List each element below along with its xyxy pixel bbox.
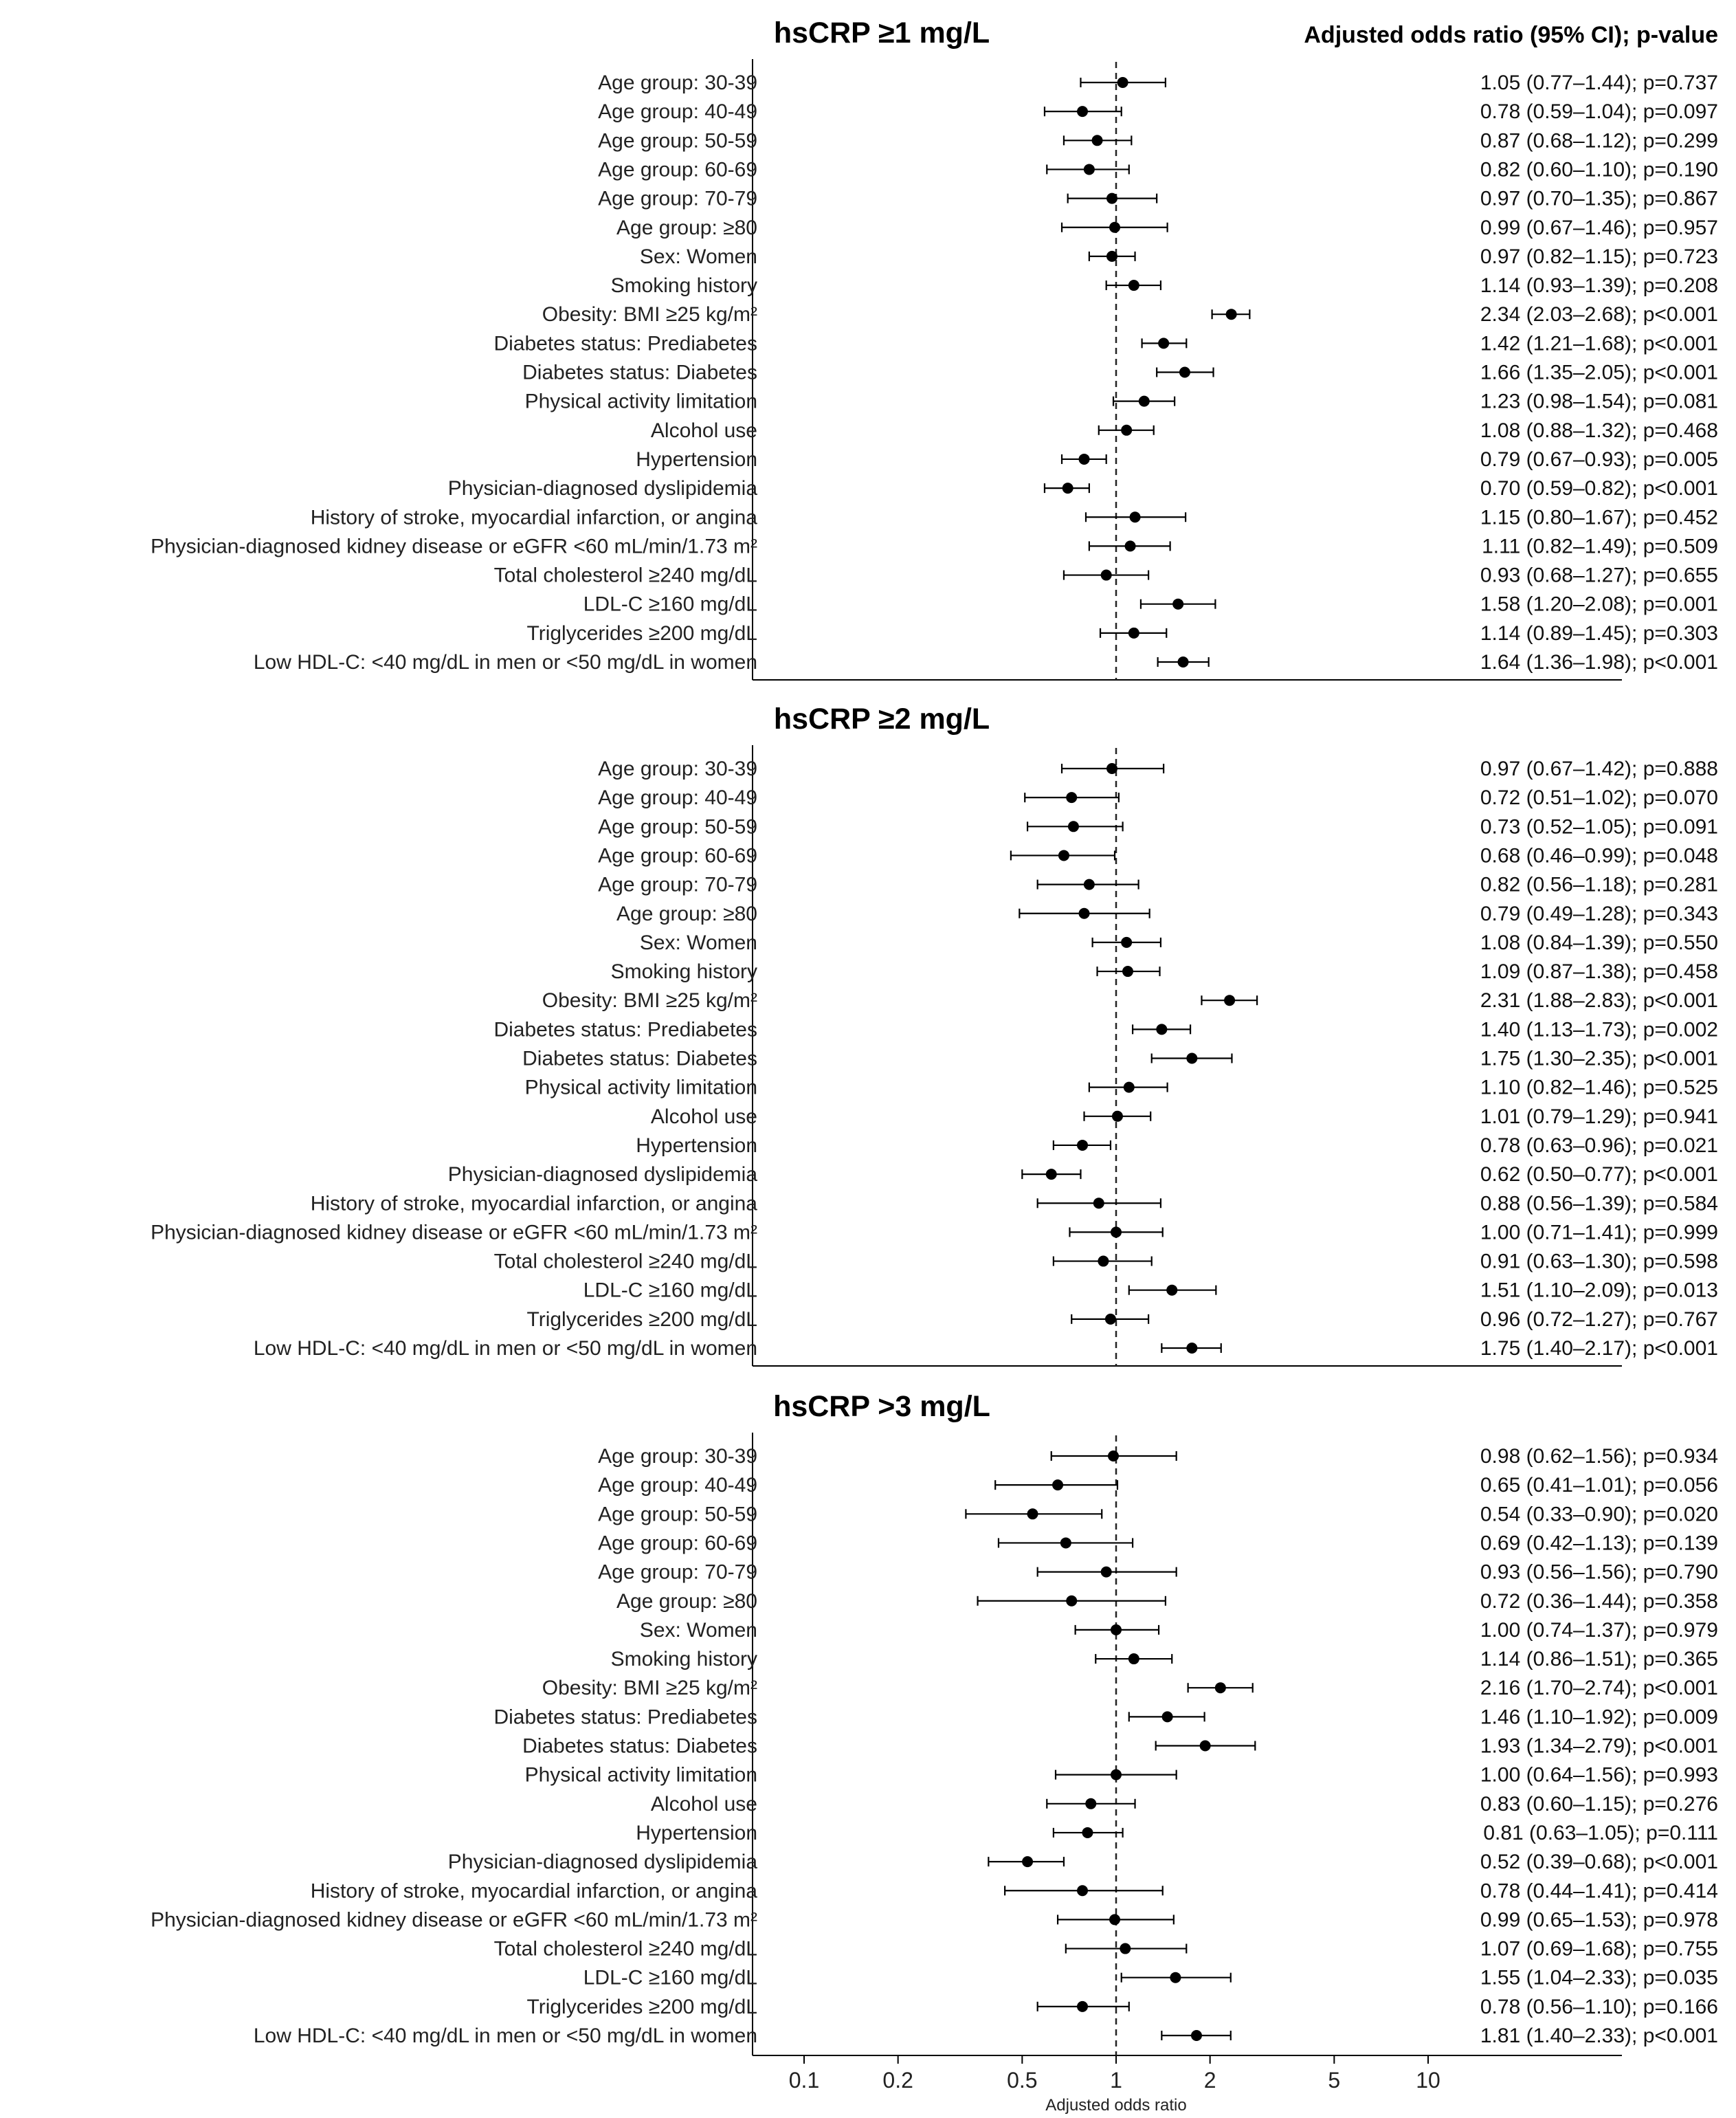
odds-ratio-point [1062, 483, 1073, 494]
forest-row [522, 362, 1718, 384]
value-label: 1.15 (0.80–1.67); p=0.452 [1480, 506, 1718, 529]
odds-ratio-point [1120, 1943, 1131, 1954]
odds-ratio-point [1082, 1827, 1093, 1838]
odds-ratio-point [1111, 1769, 1122, 1780]
row-label: Age group: 50-59 [598, 129, 757, 153]
value-label: 0.83 (0.60–1.15); p=0.276 [1480, 1792, 1718, 1816]
odds-ratio-point [1166, 1285, 1177, 1296]
value-label: 0.70 (0.59–0.82); p<0.001 [1480, 477, 1718, 500]
row-label: Alcohol use [650, 419, 757, 442]
odds-ratio-point [1077, 1885, 1088, 1896]
odds-ratio-point [1106, 193, 1117, 204]
row-label: Obesity: BMI ≥25 kg/m² [542, 303, 757, 327]
odds-ratio-point [1079, 454, 1090, 465]
value-label: 0.69 (0.42–1.13); p=0.139 [1480, 1532, 1718, 1555]
forest-row [598, 129, 1718, 152]
row-label: Hypertension [636, 1134, 757, 1157]
row-label: Total cholesterol ≥240 mg/dL [493, 1937, 757, 1961]
forest-row [651, 1105, 1718, 1128]
forest-row [583, 1967, 1718, 1989]
forest-row [616, 1590, 1718, 1613]
forest-row [522, 1048, 1718, 1070]
row-label: Diabetes status: Prediabetes [493, 332, 757, 355]
forest-row [598, 786, 1718, 809]
forest-row [598, 1445, 1718, 1468]
row-label: Smoking history [610, 274, 757, 298]
odds-ratio-point [1084, 879, 1095, 890]
odds-ratio-point [1111, 1226, 1122, 1237]
value-label: 1.01 (0.79–1.29); p=0.941 [1480, 1105, 1718, 1128]
value-label: 0.65 (0.41–1.01); p=0.056 [1480, 1474, 1718, 1497]
row-label: LDL-C ≥160 mg/dL [583, 1279, 757, 1302]
odds-ratio-point [1027, 1508, 1038, 1519]
row-label: Low HDL-C: <40 mg/dL in men or <50 mg/dL in women [253, 1337, 757, 1360]
row-label: Physician-diagnosed kidney disease or eGFR <60 mL/min/1.73 m² [151, 1908, 757, 1932]
row-label: History of stroke, myocardial infarction, or angina [310, 1879, 757, 1903]
row-label: LDL-C ≥160 mg/dL [583, 1966, 757, 1989]
odds-ratio-point [1179, 367, 1190, 378]
odds-ratio-point [1158, 338, 1169, 349]
row-label: Total cholesterol ≥240 mg/dL [493, 564, 757, 587]
odds-ratio-point [1191, 2030, 1202, 2041]
value-label: 0.97 (0.82–1.15); p=0.723 [1480, 245, 1718, 268]
row-label: History of stroke, myocardial infarction, or angina [310, 1192, 757, 1215]
row-label: Physical activity limitation [524, 390, 757, 413]
value-label: 1.09 (0.87–1.38); p=0.458 [1480, 960, 1718, 984]
row-label: History of stroke, myocardial infarction, or angina [310, 506, 757, 529]
row-label: Age group: 70-79 [598, 187, 757, 210]
value-label: 0.87 (0.68–1.12); p=0.299 [1480, 129, 1718, 153]
x-tick-label: 2 [1203, 2068, 1216, 2093]
value-label: 0.81 (0.63–1.05); p=0.111 [1483, 1821, 1718, 1844]
panel-3 [151, 1390, 1718, 2055]
forest-row [598, 188, 1718, 210]
row-label: Diabetes status: Prediabetes [493, 1706, 757, 1729]
value-label: 0.82 (0.56–1.18); p=0.281 [1480, 873, 1718, 896]
value-label: 1.93 (1.34–2.79); p<0.001 [1480, 1734, 1718, 1758]
odds-ratio-point [1046, 1169, 1057, 1180]
value-label: 2.34 (2.03–2.68); p<0.001 [1480, 303, 1718, 327]
value-label: 2.16 (1.70–2.74); p<0.001 [1480, 1677, 1718, 1700]
odds-ratio-point [1128, 628, 1139, 639]
row-label: Age group: ≥80 [616, 216, 757, 239]
panel-title: hsCRP >3 mg/L [773, 1390, 990, 1423]
value-label: 1.40 (1.13–1.73); p=0.002 [1480, 1018, 1718, 1041]
value-label: 0.79 (0.49–1.28); p=0.343 [1480, 902, 1718, 925]
forest-row [542, 1677, 1718, 1699]
value-label: 0.62 (0.50–0.77); p<0.001 [1480, 1163, 1718, 1187]
value-label: 1.14 (0.93–1.39); p=0.208 [1480, 274, 1718, 298]
value-label: 0.99 (0.65–1.53); p=0.978 [1480, 1908, 1718, 1932]
row-label: Age group: 60-69 [598, 1532, 757, 1555]
row-label: Total cholesterol ≥240 mg/dL [493, 1250, 757, 1273]
forest-row [598, 815, 1718, 838]
value-label: 0.78 (0.56–1.10); p=0.166 [1480, 1995, 1718, 2018]
row-label: Sex: Women [639, 931, 757, 954]
odds-ratio-point [1112, 1111, 1123, 1122]
odds-ratio-point [1101, 1567, 1112, 1578]
odds-ratio-point [1085, 1798, 1096, 1809]
row-label: Age group: 70-79 [598, 1560, 757, 1584]
odds-ratio-point [1109, 222, 1120, 233]
odds-ratio-point [1121, 425, 1132, 436]
forest-row [598, 844, 1718, 867]
row-label: LDL-C ≥160 mg/dL [583, 593, 757, 616]
odds-ratio-point [1172, 599, 1183, 610]
odds-ratio-point [1106, 251, 1117, 262]
row-label: Physical activity limitation [524, 1076, 757, 1099]
row-label: Triglycerides ≥200 mg/dL [526, 1995, 757, 2018]
value-label: 0.97 (0.67–1.42); p=0.888 [1480, 758, 1718, 780]
forest-row [640, 931, 1718, 954]
forest-row [254, 651, 1718, 674]
row-label: Diabetes status: Diabetes [522, 1047, 757, 1070]
value-label: 0.88 (0.56–1.39); p=0.584 [1480, 1192, 1718, 1215]
forest-row [151, 535, 1718, 558]
forest-row [611, 1648, 1718, 1670]
odds-ratio-point [1124, 1082, 1135, 1093]
row-label: Age group: ≥80 [616, 902, 757, 925]
value-label: 0.78 (0.44–1.41); p=0.414 [1480, 1879, 1718, 1903]
odds-ratio-point [1117, 77, 1128, 88]
value-label: 1.00 (0.74–1.37); p=0.979 [1480, 1618, 1718, 1642]
forest-row [611, 960, 1718, 983]
forest-row [493, 1018, 1718, 1041]
value-label: 1.14 (0.86–1.51); p=0.365 [1480, 1648, 1718, 1671]
row-label: Physical activity limitation [524, 1763, 757, 1787]
row-label: Age group: 40-49 [598, 786, 757, 810]
row-label: Age group: 70-79 [598, 873, 757, 896]
forest-row [636, 448, 1718, 471]
value-label: 1.46 (1.10–1.92); p=0.009 [1480, 1706, 1718, 1729]
value-label: 0.99 (0.67–1.46); p=0.957 [1480, 216, 1718, 239]
row-label: Age group: 60-69 [598, 844, 757, 868]
forest-row [651, 1793, 1718, 1816]
value-label: 1.55 (1.04–2.33); p=0.035 [1480, 1966, 1718, 1989]
odds-ratio-point [1226, 309, 1237, 320]
row-label: Low HDL-C: <40 mg/dL in men or <50 mg/dL in women [253, 651, 757, 674]
x-axis-label: Adjusted odds ratio [1045, 2096, 1187, 2115]
value-label: 1.00 (0.64–1.56); p=0.993 [1480, 1763, 1718, 1787]
row-label: Sex: Women [639, 1618, 757, 1642]
odds-ratio-point [1162, 1711, 1173, 1722]
row-label: Physician-diagnosed kidney disease or eGFR <60 mL/min/1.73 m² [151, 535, 757, 558]
row-label: Age group: ≥80 [616, 1589, 757, 1613]
forest-row [542, 303, 1718, 326]
value-label: 0.93 (0.56–1.56); p=0.790 [1480, 1560, 1718, 1584]
forest-row [616, 217, 1718, 239]
forest-row [598, 1474, 1718, 1497]
row-label: Diabetes status: Diabetes [522, 361, 757, 384]
odds-ratio-point [1109, 1914, 1120, 1925]
value-label: 1.58 (1.20–2.08); p=0.001 [1480, 593, 1718, 616]
odds-ratio-point [1066, 1596, 1077, 1607]
row-label: Age group: 30-39 [598, 71, 757, 94]
row-label: Low HDL-C: <40 mg/dL in men or <50 mg/dL in women [253, 2025, 757, 2047]
row-label: Age group: 50-59 [598, 1503, 757, 1526]
row-label: Age group: 30-39 [598, 758, 757, 780]
forest-row [598, 1532, 1718, 1554]
forest-row [151, 1221, 1718, 1244]
forest-row [494, 1250, 1718, 1273]
value-label: 0.73 (0.52–1.05); p=0.091 [1480, 815, 1718, 839]
forest-row [583, 1279, 1718, 1302]
forest-row [583, 593, 1718, 616]
value-label: 1.07 (0.69–1.68); p=0.755 [1480, 1937, 1718, 1961]
forest-row [525, 1077, 1718, 1099]
forest-row [598, 874, 1718, 896]
odds-ratio-point [1215, 1682, 1226, 1693]
row-label: Smoking history [610, 960, 757, 984]
forest-row [527, 622, 1719, 645]
forest-row [151, 1908, 1718, 1931]
value-label: 0.78 (0.59–1.04); p=0.097 [1480, 100, 1718, 124]
odds-ratio-point [1111, 1624, 1122, 1635]
forest-row [527, 1308, 1719, 1331]
panel-title: hsCRP ≥1 mg/L [773, 16, 990, 49]
x-tick-label: 5 [1328, 2068, 1341, 2093]
forest-row [651, 419, 1718, 442]
forest-row [254, 2025, 1718, 2047]
forest-plot-panels [151, 16, 1718, 2055]
forest-row [525, 1764, 1718, 1787]
row-label: Age group: 30-39 [598, 1445, 757, 1468]
odds-ratio-point [1022, 1856, 1033, 1867]
forest-row [598, 71, 1718, 94]
value-label: 1.10 (0.82–1.46); p=0.525 [1480, 1076, 1718, 1099]
row-label: Physician-diagnosed dyslipidemia [447, 477, 757, 500]
row-label: Hypertension [636, 1821, 757, 1844]
value-label: 0.68 (0.46–0.99); p=0.048 [1480, 844, 1718, 868]
forest-row [494, 1938, 1718, 1961]
x-tick-label: 0.1 [788, 2068, 820, 2093]
forest-row [527, 1996, 1719, 2018]
row-label: Alcohol use [650, 1792, 757, 1816]
row-label: Age group: 50-59 [598, 815, 757, 839]
odds-ratio-point [1092, 135, 1103, 146]
odds-ratio-point [1077, 1140, 1088, 1151]
value-label: 1.14 (0.89–1.45); p=0.303 [1480, 621, 1718, 645]
row-label: Physician-diagnosed dyslipidemia [447, 1163, 757, 1187]
row-label: Age group: 40-49 [598, 100, 757, 124]
forest-row [598, 758, 1718, 780]
value-label: 0.96 (0.72–1.27); p=0.767 [1480, 1308, 1718, 1331]
value-label: 0.98 (0.62–1.56); p=0.934 [1480, 1445, 1718, 1468]
x-tick-label: 0.5 [1007, 2068, 1038, 2093]
value-label: 0.72 (0.51–1.02); p=0.070 [1480, 786, 1718, 810]
odds-ratio-point [1060, 1537, 1071, 1548]
odds-ratio-point [1058, 850, 1069, 861]
value-label: 1.66 (1.35–2.05); p<0.001 [1480, 361, 1718, 384]
odds-ratio-point [1068, 821, 1079, 832]
x-axis [789, 2055, 1440, 2115]
forest-row [640, 1619, 1718, 1642]
forest-row [311, 506, 1718, 529]
forest-row [448, 1163, 1718, 1186]
forest-row [493, 332, 1718, 355]
forest-row [493, 1706, 1718, 1728]
odds-ratio-point [1077, 106, 1088, 117]
x-tick-label: 10 [1416, 2068, 1440, 2093]
row-label: Obesity: BMI ≥25 kg/m² [542, 1677, 757, 1700]
value-label: 1.08 (0.84–1.39); p=0.550 [1480, 931, 1718, 954]
value-label: 1.51 (1.10–2.09); p=0.013 [1480, 1279, 1718, 1302]
odds-ratio-point [1105, 1314, 1116, 1325]
x-tick-label: 1 [1110, 2068, 1122, 2093]
odds-ratio-point [1079, 908, 1090, 919]
forest-row [636, 1822, 1718, 1844]
row-label: Triglycerides ≥200 mg/dL [526, 1308, 757, 1331]
forest-row [611, 274, 1718, 297]
odds-ratio-point [1098, 1256, 1109, 1267]
forest-row [311, 1192, 1718, 1215]
odds-ratio-point [1106, 763, 1117, 774]
value-label: 1.81 (1.40–2.33); p<0.001 [1480, 2025, 1718, 2047]
odds-ratio-point [1108, 1450, 1119, 1461]
forest-row [542, 989, 1718, 1012]
forest-row [640, 245, 1718, 268]
value-label: 1.05 (0.77–1.44); p=0.737 [1480, 71, 1718, 94]
odds-ratio-point [1093, 1198, 1104, 1209]
odds-ratio-point [1186, 1053, 1197, 1064]
row-label: Hypertension [636, 448, 757, 471]
value-label: 1.11 (0.82–1.49); p=0.509 [1482, 535, 1718, 558]
odds-ratio-point [1077, 2001, 1088, 2012]
row-label: Obesity: BMI ≥25 kg/m² [542, 989, 757, 1013]
forest-row [525, 390, 1718, 413]
row-label: Physician-diagnosed kidney disease or eGFR <60 mL/min/1.73 m² [151, 1221, 757, 1244]
odds-ratio-point [1224, 995, 1235, 1006]
row-label: Alcohol use [650, 1105, 757, 1128]
value-label: 0.72 (0.36–1.44); p=0.358 [1480, 1589, 1718, 1613]
odds-ratio-point [1066, 792, 1077, 803]
x-tick-label: 0.2 [882, 2068, 913, 2093]
value-label: 0.93 (0.68–1.27); p=0.655 [1480, 564, 1718, 587]
odds-ratio-point [1156, 1024, 1167, 1035]
value-label: 1.64 (1.36–1.98); p<0.001 [1480, 651, 1718, 674]
value-label: 1.23 (0.98–1.54); p=0.081 [1480, 390, 1718, 413]
odds-ratio-point [1122, 966, 1133, 977]
odds-ratio-point [1052, 1479, 1063, 1490]
row-label: Triglycerides ≥200 mg/dL [526, 621, 757, 645]
value-column-header: Adjusted odds ratio (95% CI); p-value [1304, 22, 1718, 48]
value-label: 0.54 (0.33–0.90); p=0.020 [1480, 1503, 1718, 1526]
forest-row [522, 1735, 1718, 1758]
value-label: 0.52 (0.39–0.68); p<0.001 [1480, 1851, 1718, 1874]
row-label: Sex: Women [639, 245, 757, 268]
panel-1 [151, 16, 1718, 680]
value-label: 1.75 (1.30–2.35); p<0.001 [1480, 1047, 1718, 1070]
value-label: 1.08 (0.88–1.32); p=0.468 [1480, 419, 1718, 442]
value-label: 0.97 (0.70–1.35); p=0.867 [1480, 187, 1718, 210]
odds-ratio-point [1139, 396, 1150, 407]
value-label: 1.75 (1.40–2.17); p<0.001 [1480, 1337, 1718, 1360]
forest-row [598, 1561, 1718, 1584]
odds-ratio-point [1200, 1741, 1211, 1752]
value-label: 2.31 (1.88–2.83); p<0.001 [1480, 989, 1718, 1013]
forest-row [494, 564, 1718, 587]
odds-ratio-point [1128, 1653, 1139, 1664]
panel-title: hsCRP ≥2 mg/L [773, 703, 990, 736]
forest-row [254, 1337, 1718, 1360]
forest-row [598, 158, 1718, 181]
odds-ratio-point [1130, 511, 1141, 522]
forest-row [448, 1851, 1718, 1873]
odds-ratio-point [1128, 280, 1139, 291]
row-label: Age group: 40-49 [598, 1474, 757, 1497]
odds-ratio-point [1186, 1343, 1197, 1354]
forest-row [598, 100, 1718, 123]
odds-ratio-point [1101, 570, 1112, 581]
value-label: 1.42 (1.21–1.68); p<0.001 [1480, 332, 1718, 355]
odds-ratio-point [1084, 164, 1095, 175]
odds-ratio-point [1125, 540, 1136, 551]
forest-row [636, 1134, 1718, 1157]
row-label: Physician-diagnosed dyslipidemia [447, 1851, 757, 1874]
row-label: Smoking history [610, 1648, 757, 1671]
forest-row [598, 1503, 1718, 1525]
forest-row [311, 1879, 1718, 1902]
odds-ratio-point [1178, 657, 1189, 668]
value-label: 0.82 (0.60–1.10); p=0.190 [1480, 158, 1718, 181]
forest-row [448, 477, 1718, 500]
value-label: 0.79 (0.67–0.93); p=0.005 [1480, 448, 1718, 471]
row-label: Diabetes status: Prediabetes [493, 1018, 757, 1041]
value-label: 0.91 (0.63–1.30); p=0.598 [1480, 1250, 1718, 1273]
odds-ratio-point [1121, 937, 1132, 948]
value-label: 0.78 (0.63–0.96); p=0.021 [1480, 1134, 1718, 1157]
panel-2 [151, 703, 1718, 1366]
row-label: Diabetes status: Diabetes [522, 1734, 757, 1758]
value-label: 1.00 (0.71–1.41); p=0.999 [1480, 1221, 1718, 1244]
odds-ratio-point [1170, 1972, 1181, 1983]
forest-row [616, 903, 1718, 925]
row-label: Age group: 60-69 [598, 158, 757, 181]
